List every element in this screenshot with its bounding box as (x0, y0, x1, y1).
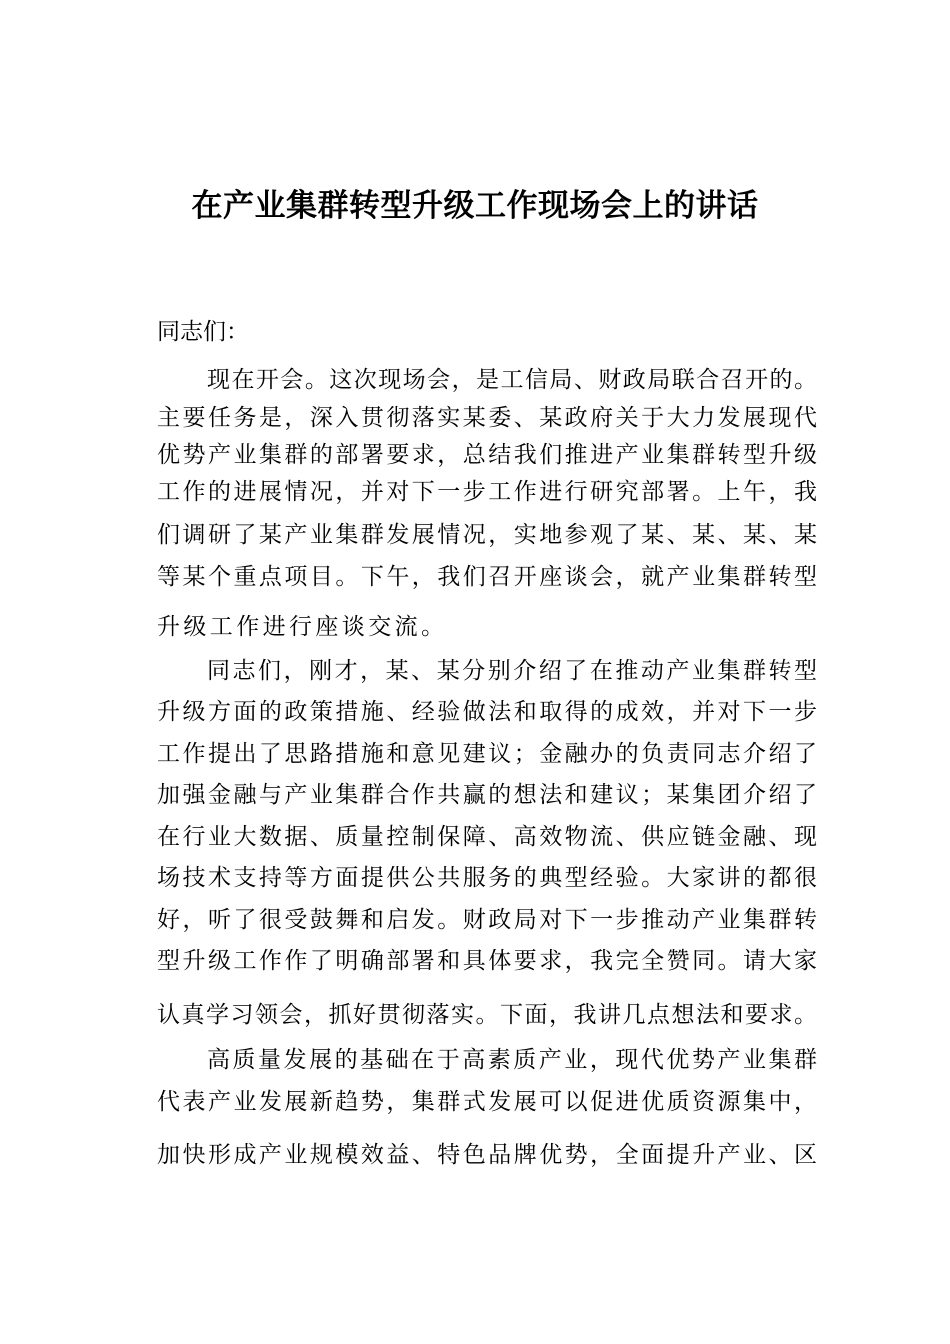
paragraph-line: 加快形成产业规模效益、特色品牌优势，全面提升产业、区 (157, 1142, 817, 1168)
salutation: 同志们： (157, 319, 249, 345)
document-title: 在产业集群转型升级工作现场会上的讲话 (191, 188, 759, 224)
paragraph-line: 升级方面的政策措施、经验做法和取得的成效，并对下一步 (157, 699, 817, 725)
paragraph-line: 工作提出了思路措施和意见建议；金融办的负责同志介绍了 (157, 741, 817, 767)
paragraph-line: 优势产业集群的部署要求，总结我们推进产业集群转型升级 (157, 442, 817, 468)
paragraph-line: 加强金融与产业集群合作共赢的想法和建议；某集团介绍了 (157, 782, 817, 808)
paragraph-line: 认真学习领会，抓好贯彻落实。下面，我讲几点想法和要求。 (157, 1002, 817, 1028)
paragraph-line: 现在开会。这次现场会，是工信局、财政局联合召开的。 (207, 367, 817, 393)
paragraph-line: 型升级工作作了明确部署和具体要求，我完全赞同。请大家 (157, 948, 817, 974)
paragraph-line: 等某个重点项目。下午，我们召开座谈会，就产业集群转型 (157, 564, 817, 590)
paragraph-line: 场技术支持等方面提供公共服务的典型经验。大家讲的都很 (157, 865, 817, 891)
paragraph-line: 高质量发展的基础在于高素质产业，现代优势产业集群 (207, 1047, 817, 1073)
paragraph-line: 好，听了很受鼓舞和启发。财政局对下一步推动产业集群转 (157, 907, 817, 933)
paragraph-line: 同志们，刚才，某、某分别介绍了在推动产业集群转型 (207, 658, 817, 684)
paragraph-line: 们调研了某产业集群发展情况，实地参观了某、某、某、某 (157, 522, 817, 548)
paragraph-line: 主要任务是，深入贯彻落实某委、某政府关于大力发展现代 (157, 405, 817, 431)
paragraph-line: 在行业大数据、质量控制保障、高效物流、供应链金融、现 (157, 824, 817, 850)
paragraph-line: 升级工作进行座谈交流。 (157, 614, 448, 640)
paragraph-line: 工作的进展情况，并对下一步工作进行研究部署。上午，我 (157, 479, 817, 505)
paragraph-line: 代表产业发展新趋势，集群式发展可以促进优质资源集中， (157, 1089, 817, 1115)
